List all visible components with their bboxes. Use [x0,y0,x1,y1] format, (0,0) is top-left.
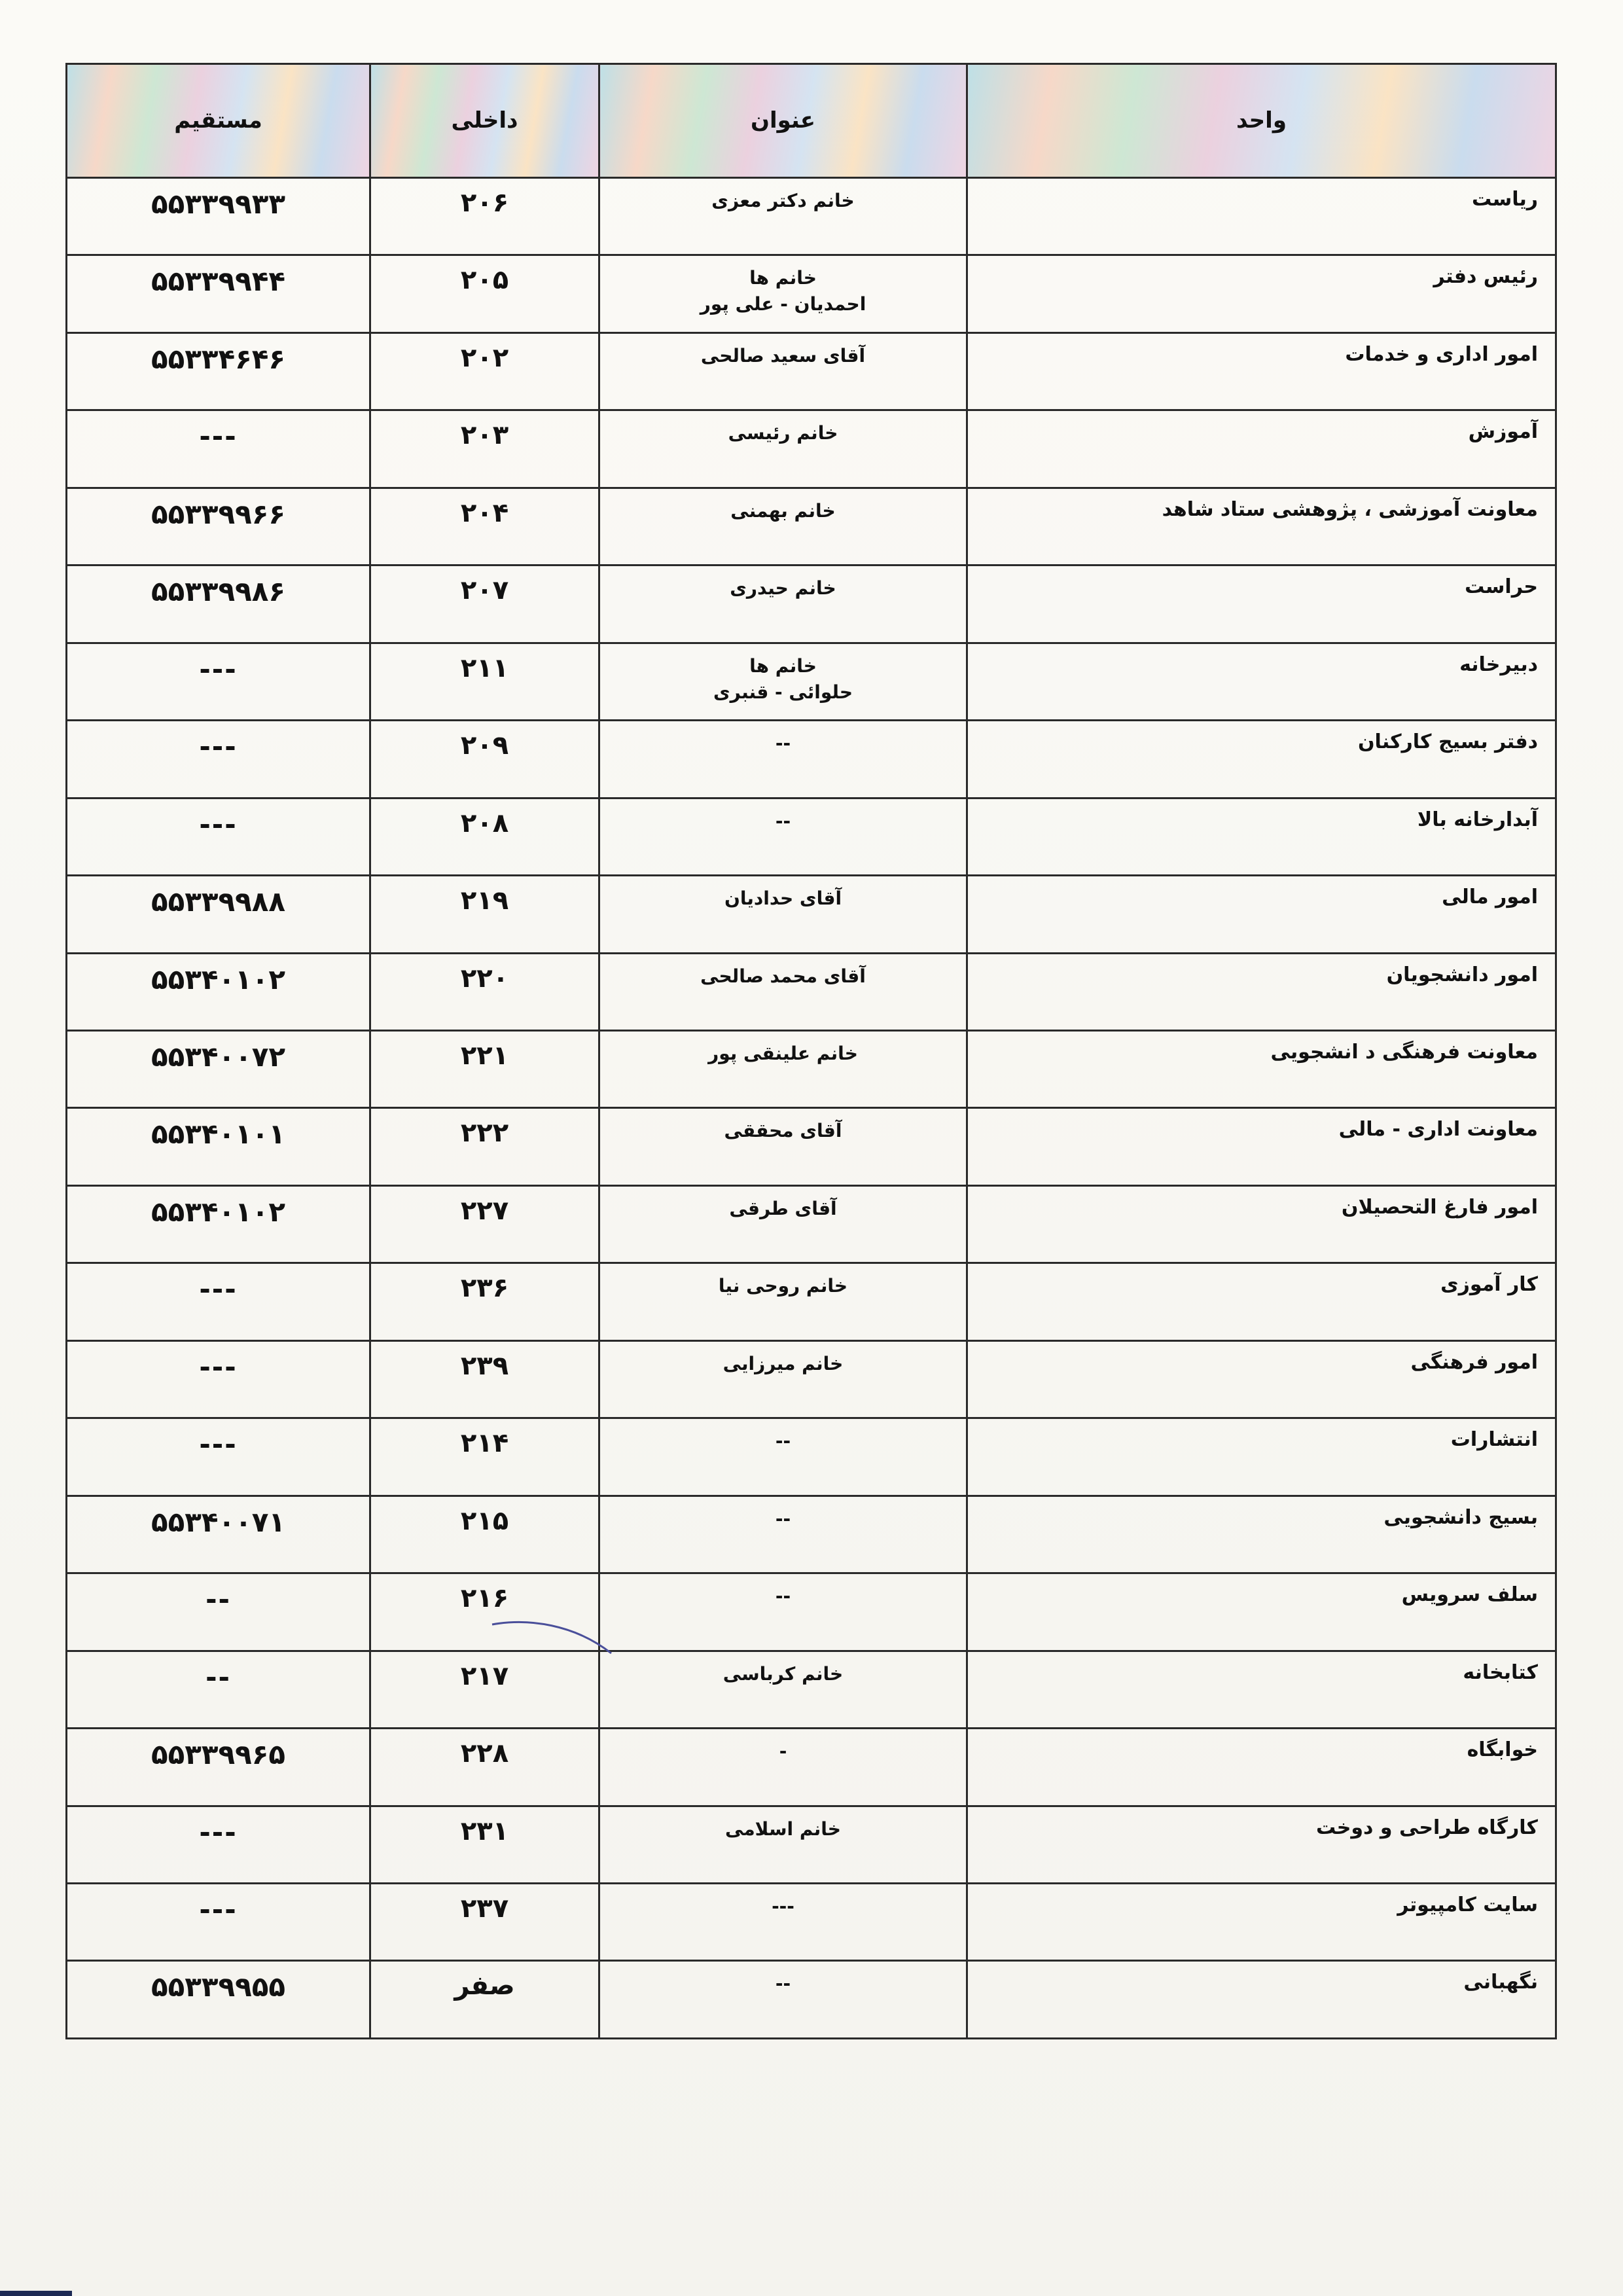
internal-extension-cell: ۲۱۵ [370,1496,599,1573]
unit-cell: سلف سرویس [967,1573,1556,1651]
internal-extension-cell: ۲۰۵ [370,255,599,332]
direct-number-cell: --- [67,798,370,875]
title-line-2: حلوائی - قنبری [713,681,853,703]
internal-extension-cell: ۲۳۱ [370,1806,599,1883]
unit-cell: معاونت فرهنگی د انشجویی [967,1030,1556,1107]
title-line-1: -- [775,1507,791,1530]
table-row [67,953,1556,1030]
unit-cell: ریاست [967,178,1556,255]
internal-extension-cell: ۲۰۸ [370,798,599,875]
internal-extension-cell: ۲۲۰ [370,953,599,1030]
title-cell [599,488,967,565]
title-cell [599,1108,967,1185]
unit-cell: خوابگاه [967,1729,1556,1806]
direct-number-cell: ۵۵۳۳۹۹۶۶ [67,488,370,565]
direct-number-cell: ۵۵۳۳۹۹۸۶ [67,565,370,643]
title-cell [599,1806,967,1883]
table-row [67,876,1556,953]
direct-number-cell: ۵۵۳۴۰۰۷۱ [67,1496,370,1573]
unit-cell: دبیرخانه [967,643,1556,720]
table-row [67,1573,1556,1651]
unit-cell: کارگاه طراحی و دوخت [967,1806,1556,1883]
title-cell [599,643,967,720]
unit-cell: امور اداری و خدمات [967,332,1556,410]
title-cell [599,1573,967,1651]
title-cell [599,1185,967,1263]
unit-cell: انتشارات [967,1418,1556,1496]
direct-number-cell: ۵۵۳۴۰۰۷۲ [67,1030,370,1107]
title-line-1: خانم حیدری [730,577,836,600]
table-row [67,565,1556,643]
title-line-2: احمدیان - علی پور [700,293,866,315]
direct-number-cell: --- [67,410,370,488]
title-cell [599,1496,967,1573]
unit-cell: آبدارخانه بالا [967,798,1556,875]
internal-extension-cell: ۲۱۱ [370,643,599,720]
unit-cell: نگهبانی [967,1961,1556,2039]
title-line-1: آقای سعید صالحی [700,344,866,367]
unit-cell: امور فرهنگی [967,1340,1556,1418]
title-line-1: -- [775,732,791,755]
unit-cell: بسیج دانشجویی [967,1496,1556,1573]
table-row [67,1729,1556,1806]
internal-extension-cell: ۲۲۱ [370,1030,599,1107]
title-line-1: خانم روحی نیا [718,1275,848,1297]
header-title: عنوان [599,64,967,178]
table-row [67,643,1556,720]
internal-extension-cell: ۲۱۴ [370,1418,599,1496]
title-cell [599,565,967,643]
title-cell [599,876,967,953]
table-row [67,1263,1556,1340]
title-line-1: خانم ها [749,655,817,677]
internal-extension-cell: ۲۰۶ [370,178,599,255]
direct-number-cell: ۵۵۳۴۰۱۰۲ [67,1185,370,1263]
title-cell [599,332,967,410]
direct-number-cell: ۵۵۳۳۹۹۸۸ [67,876,370,953]
internal-extension-cell: ۲۳۷ [370,1883,599,1960]
unit-cell: حراست [967,565,1556,643]
internal-extension-cell: ۲۲۲ [370,1108,599,1185]
internal-extension-cell: ۲۱۹ [370,876,599,953]
header-row [67,64,1556,178]
table-row [67,798,1556,875]
table-row [67,332,1556,410]
table-row [67,178,1556,255]
title-cell [599,798,967,875]
title-cell [599,1729,967,1806]
direct-number-cell: --- [67,1340,370,1418]
table-row [67,1651,1556,1728]
pen-stroke-mark [490,1617,614,1656]
direct-number-cell: --- [67,1883,370,1960]
internal-extension-cell: ۲۰۲ [370,332,599,410]
title-line-1: آقای طرقی [729,1197,837,1219]
direct-number-cell: --- [67,1806,370,1883]
title-line-1: خانم اسلامی [725,1818,841,1840]
direct-number-cell: --- [67,643,370,720]
internal-extension-cell: ۲۳۶ [370,1263,599,1340]
title-line-1: خانم میرزایی [722,1352,844,1374]
title-cell [599,1340,967,1418]
internal-extension-cell: ۲۱۷ [370,1651,599,1728]
direct-number-cell: -- [67,1651,370,1728]
title-line-1: خانم دکتر معزی [711,190,855,211]
unit-cell: کار آموزی [967,1263,1556,1340]
unit-cell: امور مالی [967,876,1556,953]
title-cell [599,1418,967,1496]
table-row [67,1185,1556,1263]
internal-extension-cell: ۲۰۷ [370,565,599,643]
title-line-1: - [779,1740,787,1763]
title-line-1: خانم رئیسی [728,422,838,444]
table-row [67,1806,1556,1883]
internal-extension-cell: ۲۰۴ [370,488,599,565]
title-cell [599,1961,967,2039]
direct-number-cell: ۵۵۳۳۴۶۴۶ [67,332,370,410]
header-internal: داخلی [370,64,599,178]
internal-extension-cell: ۲۲۸ [370,1729,599,1806]
table-row [67,255,1556,332]
title-line-1: آقای حدادیان [724,888,842,910]
table-row [67,1030,1556,1107]
unit-cell: معاونت آموزشی ، پژوهشی ستاد شاهد [967,488,1556,565]
internal-extension-cell: ۲۲۷ [370,1185,599,1263]
unit-cell: معاونت اداری - مالی [967,1108,1556,1185]
title-cell [599,255,967,332]
direct-number-cell: ۵۵۳۳۹۹۵۵ [67,1961,370,2039]
header-direct: مستقیم [67,64,370,178]
direct-number-cell: ۵۵۳۳۹۹۶۵ [67,1729,370,1806]
title-cell [599,1883,967,1960]
title-line-1: آقای محققی [724,1120,842,1142]
title-cell [599,721,967,798]
title-line-1: -- [775,1973,791,1995]
table-body [67,178,1556,2039]
table-row [67,1961,1556,2039]
title-cell [599,178,967,255]
direct-number-cell: --- [67,1418,370,1496]
title-line-1: -- [775,1585,791,1607]
internal-extension-cell: ۲۰۳ [370,410,599,488]
title-line-1: خانم ها [749,267,817,289]
unit-cell: امور فارغ التحصیلان [967,1185,1556,1263]
unit-cell: دفتر بسیج کارکنان [967,721,1556,798]
unit-cell: رئیس دفتر [967,255,1556,332]
table-row [67,1883,1556,1960]
unit-cell: امور دانشجویان [967,953,1556,1030]
title-line-1: آقای محمد صالحی [700,965,866,987]
internal-extension-cell: صفر [370,1961,599,2039]
direct-number-cell: ۵۵۳۳۹۹۴۴ [67,255,370,332]
table-row [67,1108,1556,1185]
unit-cell: کتابخانه [967,1651,1556,1728]
title-line-1: -- [775,810,791,832]
table-row [67,410,1556,488]
table-row [67,1418,1556,1496]
table-row [67,1496,1556,1573]
title-cell [599,1030,967,1107]
table-row [67,721,1556,798]
internal-extension-cell: ۲۱۶ [370,1573,599,1651]
title-line-1: خانم علینقی پور [708,1042,858,1064]
table-row [67,488,1556,565]
direct-number-cell: ۵۵۳۴۰۱۰۱ [67,1108,370,1185]
direct-number-cell: --- [67,721,370,798]
direct-number-cell: --- [67,1263,370,1340]
internal-extension-cell: ۲۳۹ [370,1340,599,1418]
unit-cell: آموزش [967,410,1556,488]
table-row [67,1340,1556,1418]
title-cell [599,1651,967,1728]
title-line-1: خانم بهمنی [730,499,836,522]
title-line-1: -- [775,1430,791,1452]
footer-strip [0,2291,72,2296]
direct-number-cell: -- [67,1573,370,1651]
header-unit: واحد [967,64,1556,178]
title-cell [599,1263,967,1340]
direct-number-cell: ۵۵۳۳۹۹۳۳ [67,178,370,255]
direct-number-cell: ۵۵۳۴۰۱۰۲ [67,953,370,1030]
unit-cell: سایت کامپیوتر [967,1883,1556,1960]
title-line-1: خانم کرباسی [722,1662,844,1685]
phone-directory-table [65,63,1557,2039]
title-cell [599,953,967,1030]
title-line-1: --- [772,1895,794,1917]
internal-extension-cell: ۲۰۹ [370,721,599,798]
title-cell [599,410,967,488]
